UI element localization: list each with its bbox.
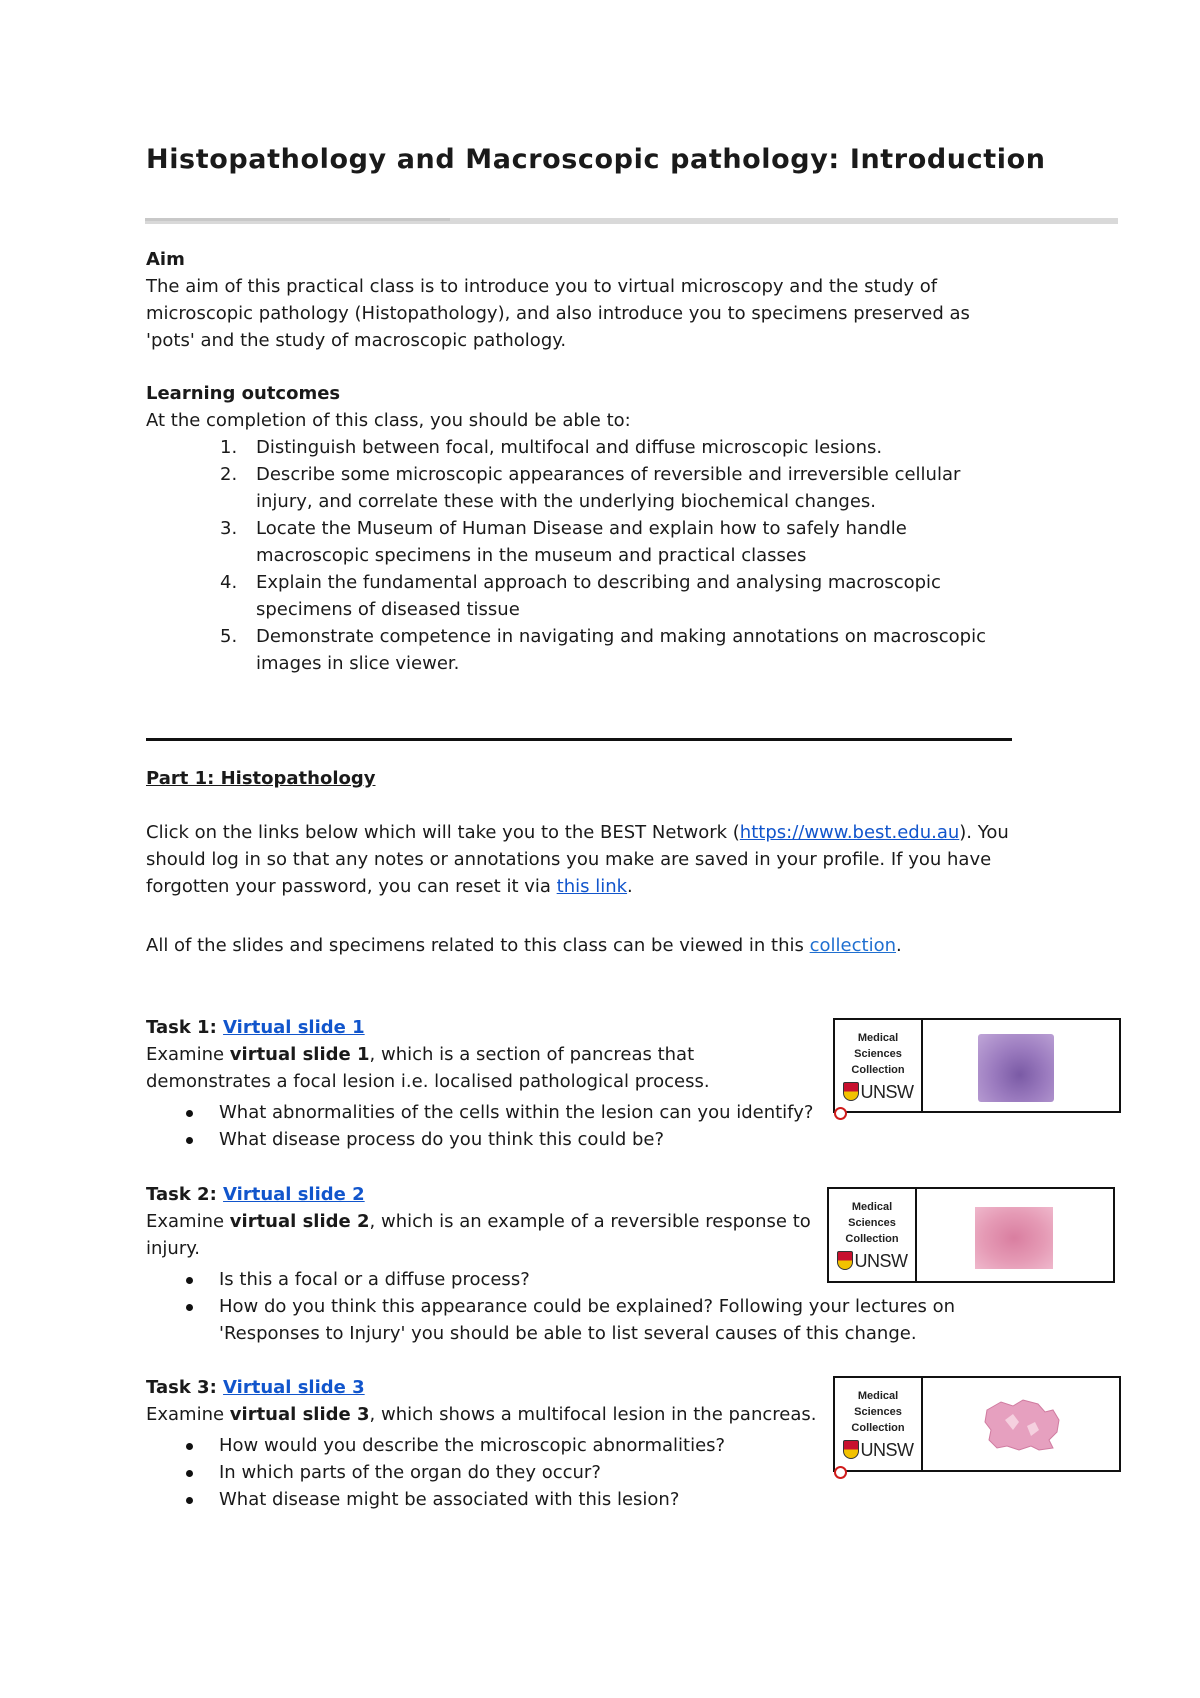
- list-item: [146, 569, 986, 623]
- task-desc-bold: virtual slide 3: [229, 1404, 370, 1425]
- task-3-heading: [146, 1374, 846, 1401]
- list-text: How do you think this appearance could be explained? Following your lectures on 'Responses to Injury' you should be able to list several causes of this change.: [219, 1296, 956, 1344]
- list-text: Describe some microscopic appearances of reversible and irreversible cellular injury, and correlate these with the underlying biochemical changes.: [256, 464, 961, 512]
- collection-link[interactable]: collection: [809, 935, 897, 956]
- logo-text: Medical: [857, 1390, 899, 1402]
- task-desc-text: Examine: [146, 1044, 230, 1065]
- unsw-collection-logo: [835, 1378, 923, 1470]
- logo-text: Sciences: [854, 1406, 902, 1418]
- slide-marker-icon: [834, 1466, 847, 1479]
- unsw-crest-icon: [843, 1082, 859, 1101]
- virtual-slide-3-link[interactable]: Virtual slide 3: [223, 1377, 365, 1398]
- task-desc-bold: virtual slide 2: [229, 1211, 370, 1232]
- unsw-crest-icon: [843, 1440, 859, 1459]
- learning-outcomes-section: [146, 380, 1046, 677]
- aim-section: [146, 246, 1046, 354]
- list-item: [146, 1293, 979, 1347]
- part1-intro-text: Click on the links below which will take you to the BEST Network (: [146, 822, 740, 843]
- unsw-collection-logo: [829, 1189, 917, 1281]
- unsw-crest-icon: [837, 1251, 853, 1270]
- list-text: What abnormalities of the cells within the lesion can you identify?: [219, 1102, 814, 1123]
- virtual-slide-3-thumbnail[interactable]: [833, 1376, 1121, 1472]
- task-3: [146, 1374, 846, 1513]
- list-item: [146, 1099, 836, 1126]
- logo-text: Sciences: [848, 1217, 896, 1229]
- task-label: Task 3:: [146, 1377, 224, 1398]
- learning-outcomes-intro: At the completion of this class, you should be able to:: [146, 410, 631, 431]
- task-1: [146, 1014, 836, 1153]
- list-text: Demonstrate competence in navigating and making annotations on macroscopic images in slice viewer.: [256, 626, 986, 674]
- bullet-icon: [186, 1137, 193, 1144]
- list-text: Explain the fundamental approach to describing and analysing macroscopic specimens of diseased tissue: [256, 572, 941, 620]
- page-title: Histopathology and Macroscopic pathology: Introduction: [146, 144, 1046, 175]
- task-1-questions: [146, 1099, 836, 1153]
- task-1-description: [146, 1041, 726, 1095]
- part1-intro-end: .: [627, 876, 633, 897]
- list-text: What disease process do you think this could be?: [219, 1129, 665, 1150]
- list-number: 1.: [220, 437, 238, 458]
- bullet-icon: [186, 1304, 193, 1311]
- list-item: [146, 515, 986, 569]
- bullet-icon: [186, 1497, 193, 1504]
- list-item: [146, 1432, 846, 1459]
- list-number: 2.: [220, 464, 238, 485]
- task-desc-text: , which shows a multifocal lesion in the pancreas.: [369, 1404, 817, 1425]
- slide-marker-icon: [834, 1107, 847, 1120]
- unsw-text: UNSW: [860, 1439, 914, 1460]
- part1-intro: [146, 819, 1016, 900]
- task-desc-bold: virtual slide 1: [229, 1044, 370, 1065]
- logo-text: Collection: [845, 1233, 899, 1245]
- list-item: [146, 461, 986, 515]
- aim-line-2: microscopic pathology (Histopathology), and also introduce you to specimens preserved as: [146, 303, 970, 324]
- part1-section: [146, 765, 1016, 959]
- unsw-brand: [835, 1082, 921, 1101]
- list-number: 5.: [220, 626, 238, 647]
- bullet-icon: [186, 1470, 193, 1477]
- task-3-questions: [146, 1432, 846, 1513]
- logo-text: Collection: [851, 1422, 905, 1434]
- logo-text: Medical: [851, 1201, 893, 1213]
- virtual-slide-2-thumbnail[interactable]: [827, 1187, 1115, 1283]
- logo-text: Sciences: [854, 1048, 902, 1060]
- list-item: [146, 1126, 836, 1153]
- task-desc-text: , which is a section of pancreas that demonstrates a focal lesion i.e. localised pathological process.: [146, 1044, 710, 1092]
- learning-outcomes-list: [146, 434, 1046, 677]
- list-item: [146, 1459, 846, 1486]
- list-number: 4.: [220, 572, 238, 593]
- reset-password-link[interactable]: this link: [556, 876, 628, 897]
- list-text: Is this a focal or a diffuse process?: [219, 1269, 530, 1290]
- task-desc-text: , which is an example of a reversible response to injury.: [146, 1211, 811, 1259]
- title-divider: [145, 218, 1118, 224]
- list-number: 3.: [220, 518, 238, 539]
- unsw-brand: [835, 1440, 921, 1459]
- aim-heading: Aim: [146, 249, 185, 270]
- virtual-slide-2-link[interactable]: Virtual slide 2: [223, 1184, 365, 1205]
- unsw-text: UNSW: [854, 1250, 908, 1271]
- list-text: Distinguish between focal, multifocal and diffuse microscopic lesions.: [256, 437, 883, 458]
- list-text: How would you describe the microscopic abnormalities?: [219, 1435, 726, 1456]
- task-2-description: [146, 1208, 821, 1262]
- aim-line-3: 'pots' and the study of macroscopic pathology.: [146, 330, 567, 351]
- collection-end: .: [896, 935, 902, 956]
- task-label: Task 2:: [146, 1184, 224, 1205]
- tissue-sample-image: [983, 1396, 1063, 1454]
- tissue-sample-image: [978, 1034, 1054, 1102]
- list-text: In which parts of the organ do they occur?: [219, 1462, 601, 1483]
- list-item: [146, 434, 986, 461]
- collection-text: All of the slides and specimens related to this class can be viewed in this: [146, 935, 810, 956]
- task-label: Task 1:: [146, 1017, 224, 1038]
- part1-heading: Part 1: Histopathology: [146, 768, 376, 789]
- tissue-sample-image: [975, 1207, 1053, 1269]
- unsw-brand: [829, 1251, 915, 1270]
- task-1-heading: [146, 1014, 836, 1041]
- bullet-icon: [186, 1110, 193, 1117]
- logo-text: Collection: [851, 1064, 905, 1076]
- virtual-slide-1-thumbnail[interactable]: [833, 1018, 1121, 1113]
- unsw-text: UNSW: [860, 1081, 914, 1102]
- section-divider: [146, 738, 1012, 741]
- virtual-slide-1-link[interactable]: Virtual slide 1: [223, 1017, 365, 1038]
- unsw-collection-logo: [835, 1020, 923, 1111]
- aim-line-1: The aim of this practical class is to introduce you to virtual microscopy and the study of: [146, 276, 938, 297]
- bullet-icon: [186, 1277, 193, 1284]
- task-desc-text: Examine: [146, 1404, 230, 1425]
- learning-outcomes-heading: Learning outcomes: [146, 383, 341, 404]
- list-text: Locate the Museum of Human Disease and explain how to safely handle macroscopic specimens in the museum and practical classes: [256, 518, 907, 566]
- collection-sentence: [146, 932, 1016, 959]
- bullet-icon: [186, 1443, 193, 1450]
- best-network-link[interactable]: https://www.best.edu.au: [739, 822, 960, 843]
- list-item: [146, 623, 986, 677]
- task-desc-text: Examine: [146, 1211, 230, 1232]
- task-3-description: [146, 1401, 846, 1428]
- list-item: [146, 1486, 846, 1513]
- list-text: What disease might be associated with this lesion?: [219, 1489, 680, 1510]
- logo-text: Medical: [857, 1032, 899, 1044]
- part1-intro-text-2: ). You should log in so that any notes or annotations you make are saved in your profile. If you have forgotten your password, you can reset it via: [146, 822, 1009, 897]
